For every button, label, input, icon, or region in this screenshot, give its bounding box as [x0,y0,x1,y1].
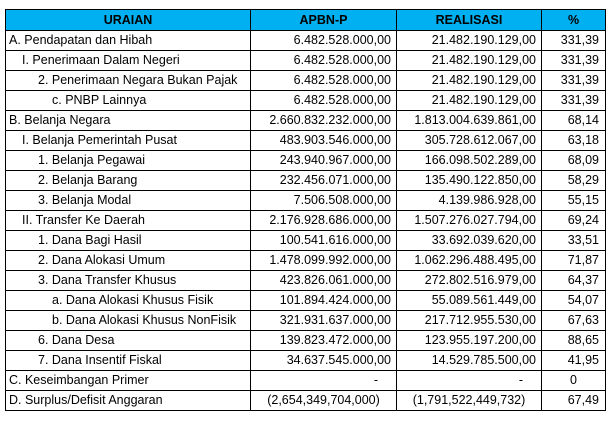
apbn-cell: 34.637.545.000,00 [251,351,397,371]
table-row [6,31,606,51]
col-header-apbn-p: APBN-P [251,10,397,31]
row-label: 3. Belanja Modal [6,191,251,211]
row-label: b. Dana Alokasi Khusus NonFisik [6,311,251,331]
row-label: I. Penerimaan Dalam Negeri [6,51,251,71]
percent-cell: 63,18 [542,131,606,151]
row-label: B. Belanja Negara [6,111,251,131]
table-row [6,131,606,151]
realisasi-cell: 14.529.785.500,00 [397,351,542,371]
apbn-cell: 243.940.967.000,00 [251,151,397,171]
percent-cell: 69,24 [542,211,606,231]
row-label: 3. Dana Transfer Khusus [6,271,251,291]
realisasi-cell: 135.490.122.850,00 [397,171,542,191]
percent-cell: 33,51 [542,231,606,251]
row-label: I. Belanja Pemerintah Pusat [6,131,251,151]
apbn-cell: 6.482.528.000,00 [251,71,397,91]
budget-table [5,9,606,411]
table-row [6,211,606,231]
percent-cell: 88,65 [542,331,606,351]
table-row [6,291,606,311]
table-row [6,151,606,171]
apbn-cell: 100.541.616.000,00 [251,231,397,251]
table-row [6,171,606,191]
apbn-cell: 2.176.928.686.000,00 [251,211,397,231]
row-label: 2. Dana Alokasi Umum [6,251,251,271]
table-row [6,71,606,91]
realisasi-cell: 21.482.190.129,00 [397,31,542,51]
percent-cell: 331,39 [542,71,606,91]
percent-cell: 71,87 [542,251,606,271]
percent-cell: 58,29 [542,171,606,191]
row-label: c. PNBP Lainnya [6,91,251,111]
table-row [6,51,606,71]
table-row [6,351,606,371]
realisasi-cell: 4.139.986.928,00 [397,191,542,211]
row-label: 6. Dana Desa [6,331,251,351]
percent-cell: 331,39 [542,31,606,51]
apbn-cell: - [251,371,397,391]
row-label: 7. Dana Insentif Fiskal [6,351,251,371]
table-row [6,111,606,131]
percent-cell: 41,95 [542,351,606,371]
realisasi-cell: 1.813.004.639.861,00 [397,111,542,131]
apbn-cell: (2,654,349,704,000) [251,391,397,411]
row-label: 2. Belanja Barang [6,171,251,191]
realisasi-cell: 33.692.039.620,00 [397,231,542,251]
realisasi-cell: (1,791,522,449,732) [397,391,542,411]
percent-cell: 331,39 [542,51,606,71]
realisasi-cell: 55.089.561.449,00 [397,291,542,311]
realisasi-cell: 1.507.276.027.794,00 [397,211,542,231]
table-row [6,271,606,291]
table-row [6,331,606,351]
apbn-cell: 321.931.637.000,00 [251,311,397,331]
table-row [6,311,606,331]
col-header-percent: % [542,10,606,31]
realisasi-cell: 305.728.612.067,00 [397,131,542,151]
apbn-cell: 7.506.508.000,00 [251,191,397,211]
apbn-cell: 2.660.832.232.000,00 [251,111,397,131]
table-row [6,251,606,271]
header-row [6,10,606,31]
realisasi-cell: 166.098.502.289,00 [397,151,542,171]
table-row [6,391,606,411]
percent-cell: 68,09 [542,151,606,171]
apbn-cell: 6.482.528.000,00 [251,51,397,71]
apbn-cell: 6.482.528.000,00 [251,91,397,111]
apbn-cell: 423.826.061.000,00 [251,271,397,291]
row-label: D. Surplus/Defisit Anggaran [6,391,251,411]
row-label: C. Keseimbangan Primer [6,371,251,391]
row-label: A. Pendapatan dan Hibah [6,31,251,51]
percent-cell: 67,49 [542,391,606,411]
table-row [6,191,606,211]
percent-cell: 54,07 [542,291,606,311]
realisasi-cell: - [397,371,542,391]
realisasi-cell: 1.062.296.488.495,00 [397,251,542,271]
apbn-cell: 139.823.472.000,00 [251,331,397,351]
apbn-cell: 6.482.528.000,00 [251,31,397,51]
percent-cell: 55,15 [542,191,606,211]
percent-cell: 67,63 [542,311,606,331]
col-header-realisasi: REALISASI [397,10,542,31]
row-label: 1. Dana Bagi Hasil [6,231,251,251]
realisasi-cell: 272.802.516.979,00 [397,271,542,291]
realisasi-cell: 217.712.955.530,00 [397,311,542,331]
realisasi-cell: 21.482.190.129,00 [397,71,542,91]
realisasi-cell: 21.482.190.129,00 [397,91,542,111]
apbn-cell: 1.478.099.992.000,00 [251,251,397,271]
apbn-cell: 101.894.424.000,00 [251,291,397,311]
row-label: II. Transfer Ke Daerah [6,211,251,231]
percent-cell: 68,14 [542,111,606,131]
row-label: 1. Belanja Pegawai [6,151,251,171]
row-label: 2. Penerimaan Negara Bukan Pajak [6,71,251,91]
percent-cell: 64,37 [542,271,606,291]
realisasi-cell: 21.482.190.129,00 [397,51,542,71]
apbn-cell: 483.903.546.000,00 [251,131,397,151]
percent-cell: 0 [542,371,606,391]
col-header-uraian: URAIAN [6,10,251,31]
percent-cell: 331,39 [542,91,606,111]
realisasi-cell: 123.955.197.200,00 [397,331,542,351]
apbn-cell: 232.456.071.000,00 [251,171,397,191]
table-row [6,371,606,391]
table-row [6,231,606,251]
table-row [6,91,606,111]
row-label: a. Dana Alokasi Khusus Fisik [6,291,251,311]
